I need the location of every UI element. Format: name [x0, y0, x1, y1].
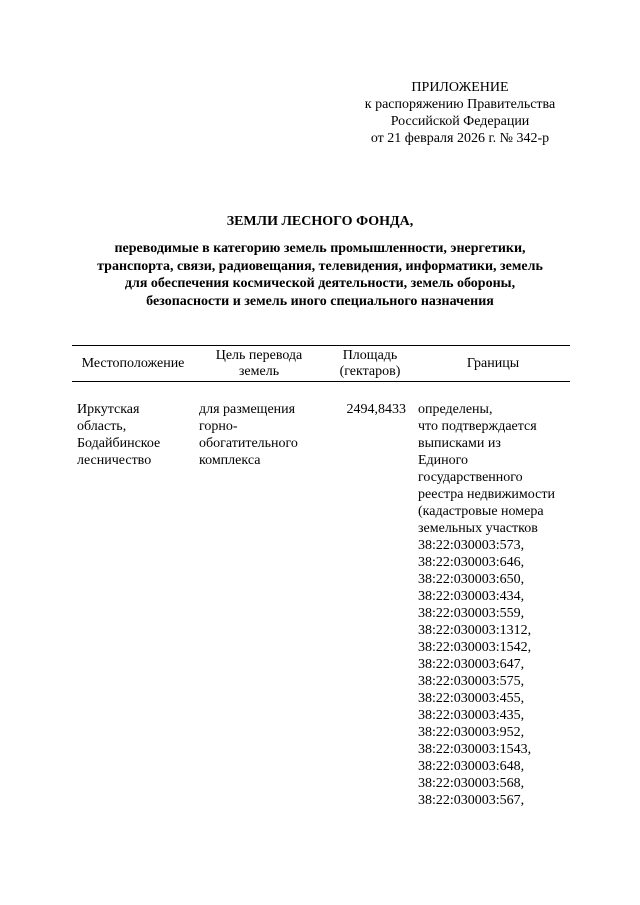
cell-location-line: Бодайбинское — [77, 436, 161, 451]
cadastral-number: 38:22:030003:567, — [418, 793, 525, 808]
cadastral-number: 38:22:030003:559, — [418, 606, 525, 621]
subtitle-line: транспорта, связи, радиовещания, телевидения, информатики, земель — [97, 258, 543, 274]
appendix-label: ПРИЛОЖЕНИЕ — [411, 80, 509, 95]
cadastral-number: 38:22:030003:650, — [418, 572, 525, 587]
cadastral-number: 38:22:030003:1542, — [418, 640, 532, 655]
cell-borders-line: земельных участков — [418, 521, 538, 536]
cell-borders-line: (кадастровые номера — [418, 504, 544, 519]
appendix-order-ref: к распоряжению Правительства — [364, 97, 556, 112]
cell-purpose-line: горно- — [199, 419, 238, 434]
cell-purpose-line: комплекса — [199, 453, 261, 468]
cell-purpose-line: для размещения — [199, 402, 296, 417]
cell-borders-line: Единого — [418, 453, 469, 468]
subtitle-line: переводимые в категорию земель промышленности, энергетики, — [114, 241, 526, 256]
header-area — [326, 348, 414, 380]
cadastral-number: 38:22:030003:647, — [418, 657, 525, 672]
header-area-line: Площадь — [342, 348, 398, 363]
cell-location — [77, 401, 160, 469]
cadastral-number: 38:22:030003:435, — [418, 708, 525, 723]
cell-borders-line: выписками из — [418, 436, 501, 451]
appendix-government: Российской Федерации — [390, 114, 530, 129]
header-borders-label: Границы — [466, 356, 520, 371]
cadastral-number: 38:22:030003:1312, — [418, 623, 532, 638]
header-purpose-line: Цель перевода — [215, 348, 303, 363]
appendix-block — [330, 79, 590, 147]
table-header-rule — [72, 381, 570, 382]
cell-purpose — [199, 401, 298, 469]
cell-location-line: Иркутская — [77, 402, 140, 417]
cell-borders-line: определены, — [418, 402, 493, 417]
cadastral-number: 38:22:030003:646, — [418, 555, 525, 570]
header-location-label: Местоположение — [81, 356, 185, 371]
subtitle-line: безопасности и земель иного специального назначения — [146, 293, 494, 309]
cadastral-number: 38:22:030003:434, — [418, 589, 525, 604]
cadastral-number: 38:22:030003:1543, — [418, 742, 532, 757]
cell-borders — [418, 401, 555, 809]
cell-area: 2494,8433 — [346, 402, 406, 417]
cell-purpose-line: обогатительного — [199, 436, 298, 451]
cadastral-number: 38:22:030003:648, — [418, 759, 525, 774]
header-purpose-line: земель — [238, 364, 280, 379]
cell-borders-line: что подтверждается — [418, 419, 537, 434]
cadastral-number: 38:22:030003:575, — [418, 674, 525, 689]
header-purpose — [196, 348, 322, 380]
cadastral-number: 38:22:030003:568, — [418, 776, 525, 791]
cadastral-number: 38:22:030003:573, — [418, 538, 525, 553]
table-top-rule — [72, 345, 570, 346]
appendix-date-number: от 21 февраля 2026 г. № 342-р — [370, 131, 550, 146]
cell-location-line: лесничество — [77, 453, 152, 468]
cadastral-number: 38:22:030003:952, — [418, 725, 525, 740]
cell-location-line: область, — [77, 419, 127, 434]
cell-borders-line: реестра недвижимости — [418, 487, 555, 502]
cell-borders-line: государственного — [418, 470, 523, 485]
document-subtitle — [0, 240, 640, 310]
document-title: ЗЕМЛИ ЛЕСНОГО ФОНДА, — [226, 214, 414, 229]
subtitle-line: для обеспечения космической деятельности, земель обороны, — [124, 276, 516, 291]
header-location — [74, 356, 192, 372]
header-borders — [418, 356, 568, 372]
header-area-line: (гектаров) — [339, 364, 401, 379]
cadastral-number: 38:22:030003:455, — [418, 691, 525, 706]
